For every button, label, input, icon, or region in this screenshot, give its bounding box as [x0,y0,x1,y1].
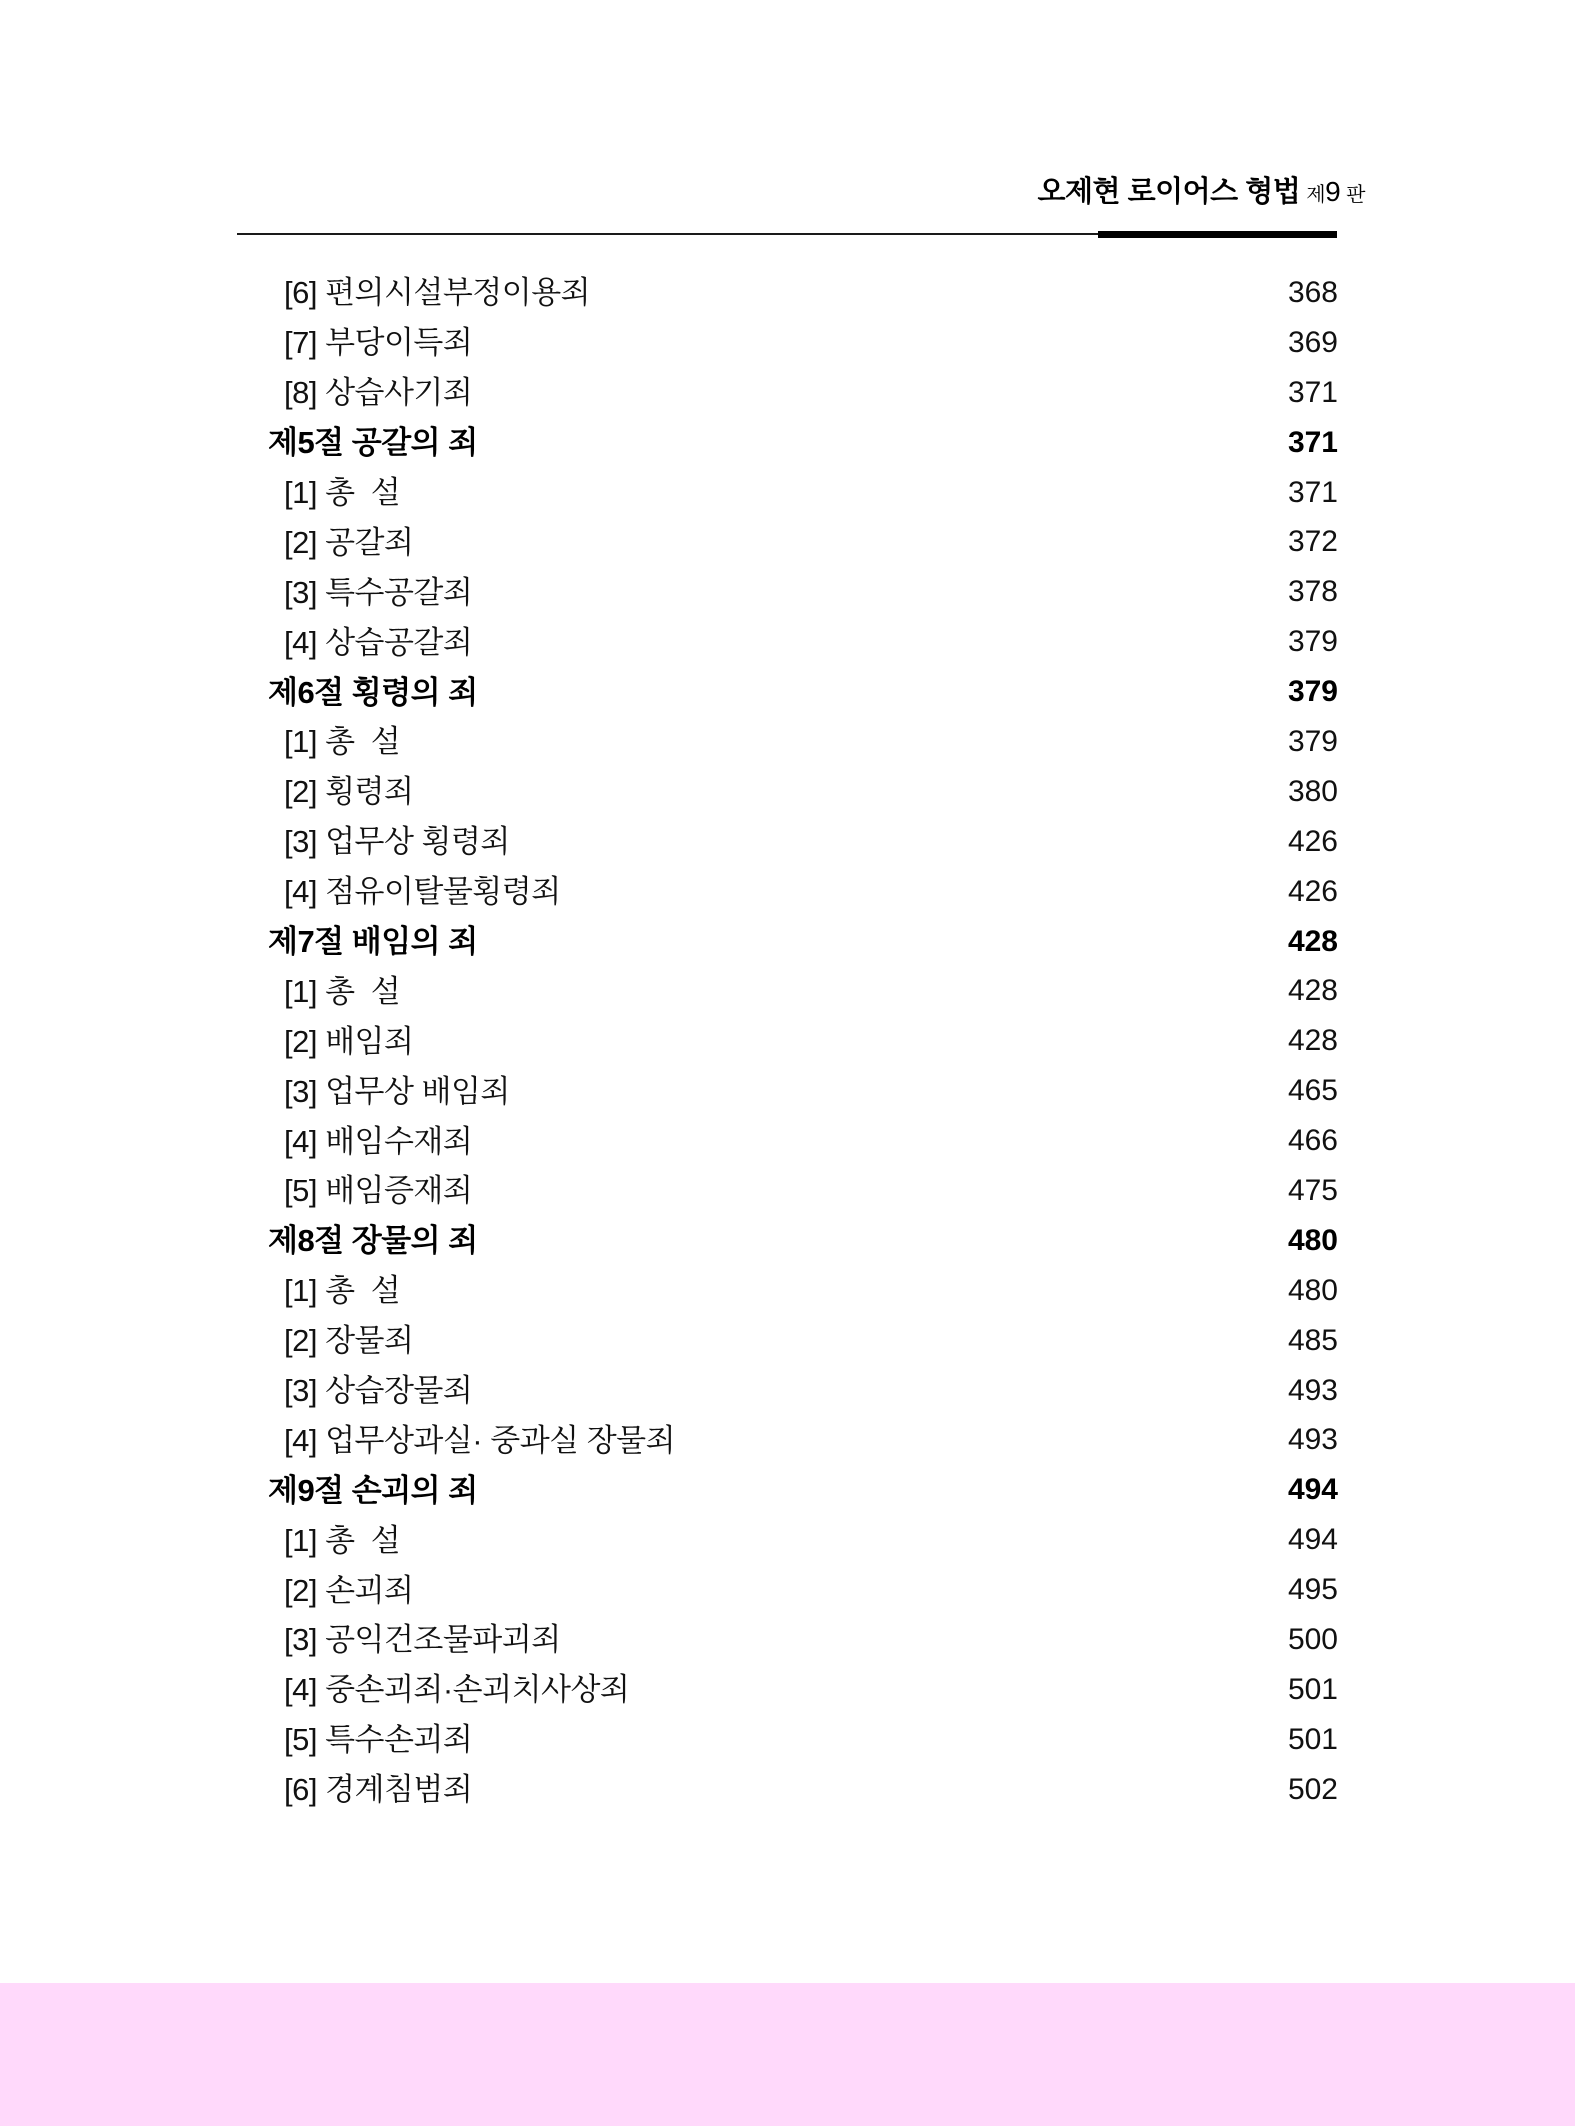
toc-entry-page-number: 502 [1287,1772,1338,1806]
toc-list [237,268,1338,1815]
edition-number: 9 [1325,176,1341,207]
toc-row [237,617,1338,667]
toc-entry-label: [3] 업무상 횡령죄 [284,824,510,860]
toc-entry-page-number: 485 [1287,1323,1338,1357]
toc-entry-label: [5] 특수손괴죄 [284,1722,473,1758]
toc-entry-label: [5] 배임증재죄 [284,1173,473,1209]
toc-entry-label: [3] 상습장물죄 [284,1373,473,1409]
toc-entry-page-number: 466 [1287,1124,1338,1158]
toc-entry-page-number: 426 [1287,824,1338,858]
toc-row [237,1366,1338,1416]
toc-entry-page-number: 493 [1287,1423,1338,1457]
toc-row [237,1515,1338,1565]
toc-entry-label: [1] 총 설 [284,475,401,510]
toc-entry-page-number: 475 [1287,1173,1338,1207]
toc-row [237,517,1338,567]
toc-row [237,1316,1338,1366]
toc-entry-label: [2] 횡령죄 [284,774,414,810]
toc-row [237,268,1338,318]
toc-entry-page-number: 379 [1287,675,1338,709]
toc-entry-page-number: 380 [1287,774,1338,808]
toc-row [237,1166,1338,1216]
toc-entry-label: 제6절 횡령의 죄 [268,674,478,710]
toc-entry-label: [2] 장물죄 [284,1323,414,1359]
toc-entry-page-number: 379 [1287,724,1338,758]
header-rule [237,229,1337,239]
toc-row [237,1216,1338,1266]
toc-entry-page-number: 426 [1287,874,1338,908]
edition-suffix: 판 [1346,184,1365,206]
toc-entry-page-number: 501 [1287,1672,1338,1706]
toc-entry-page-number: 493 [1287,1373,1338,1407]
toc-row [237,917,1338,967]
toc-entry-label: [1] 총 설 [284,724,401,760]
toc-row [237,1266,1338,1316]
toc-row [237,567,1338,617]
toc-entry-label: [4] 배임수재죄 [284,1123,473,1159]
toc-row [237,667,1338,717]
toc-entry-label: [4] 점유이탈물횡령죄 [284,874,561,910]
toc-entry-page-number: 379 [1287,625,1338,659]
toc-entry-label: [1] 총 설 [284,1522,401,1558]
toc-entry-label: [3] 업무상 배임죄 [284,1073,510,1109]
toc-row [237,318,1338,368]
book-title-subject: 형법 [1245,176,1301,208]
header-rule-thin-segment [237,233,1098,235]
toc-row [237,468,1338,518]
toc-row [237,966,1338,1016]
toc-row [237,1715,1338,1765]
toc-entry-label: [3] 공익건조물파괴죄 [284,1622,561,1658]
book-title-author-heavy: 오 [1037,176,1066,208]
toc-entry-label: [7] 부당이득죄 [284,325,473,361]
toc-row [237,1116,1338,1166]
toc-row [237,1066,1338,1116]
toc-entry-label: [6] 편의시설부정이용죄 [284,275,591,311]
toc-entry-page-number: 428 [1287,1024,1338,1058]
toc-entry-page-number: 428 [1287,924,1338,958]
toc-row [237,1016,1338,1066]
toc-entry-page-number: 480 [1287,1273,1338,1307]
toc-entry-label: [2] 배임죄 [284,1023,414,1059]
toc-entry-page-number: 501 [1287,1722,1338,1756]
toc-row [237,867,1338,917]
toc-entry-page-number: 500 [1287,1622,1338,1656]
toc-entry-label: 제7절 배임의 죄 [268,924,478,960]
toc-entry-label: [1] 총 설 [284,973,401,1009]
toc-row [237,767,1338,817]
toc-entry-page-number: 369 [1287,325,1338,359]
book-title-series-rest: 이어스 [1155,176,1246,208]
toc-entry-page-number: 378 [1287,575,1338,609]
book-title [1038,178,1366,207]
toc-row [237,1465,1338,1515]
toc-row [237,1765,1338,1815]
toc-entry-page-number: 371 [1287,475,1338,509]
toc-row [237,1665,1338,1715]
toc-entry-page-number: 368 [1287,275,1338,309]
toc-row [237,418,1338,468]
toc-row [237,1415,1338,1465]
toc-entry-label: 제5절 공갈의 죄 [268,425,478,461]
toc-entry-label: [8] 상습사기죄 [284,375,473,411]
toc-row [237,1565,1338,1615]
toc-entry-label: [6] 경계침범죄 [284,1772,473,1808]
toc-entry-page-number: 371 [1287,425,1338,459]
toc-entry-label: [4] 중손괴죄·손괴치사상죄 [284,1672,630,1708]
toc-row [237,717,1338,767]
toc-entry-page-number: 465 [1287,1074,1338,1108]
toc-entry-page-number: 495 [1287,1573,1338,1607]
toc-entry-page-number: 372 [1287,525,1338,559]
toc-entry-label: 제8절 장물의 죄 [268,1223,478,1259]
header-rule-thick-segment [1098,231,1337,238]
toc-row [237,817,1338,867]
edition-prefix: 제 [1306,184,1326,206]
toc-entry-label: [3] 특수공갈죄 [284,574,473,610]
toc-entry-page-number: 494 [1287,1523,1338,1557]
toc-entry-label: [1] 총 설 [284,1273,401,1309]
toc-entry-page-number: 480 [1287,1223,1338,1257]
toc-entry-label: 제9절 손괴의 죄 [268,1472,478,1508]
toc-entry-label: [4] 업무상과실· 중과실 장물죄 [284,1422,676,1458]
toc-entry-page-number: 494 [1287,1473,1338,1507]
toc-entry-label: [2] 손괴죄 [284,1572,414,1608]
toc-row [237,1615,1338,1665]
toc-row [237,368,1338,418]
toc-entry-label: [4] 상습공갈죄 [284,624,473,660]
toc-entry-page-number: 371 [1287,375,1338,409]
book-title-series-heavy: 로 [1127,176,1156,208]
toc-entry-label: [2] 공갈죄 [284,524,414,560]
toc-entry-page-number: 428 [1287,974,1338,1008]
book-title-author-rest: 제현 [1065,176,1128,208]
bottom-color-band [0,1983,1575,2126]
